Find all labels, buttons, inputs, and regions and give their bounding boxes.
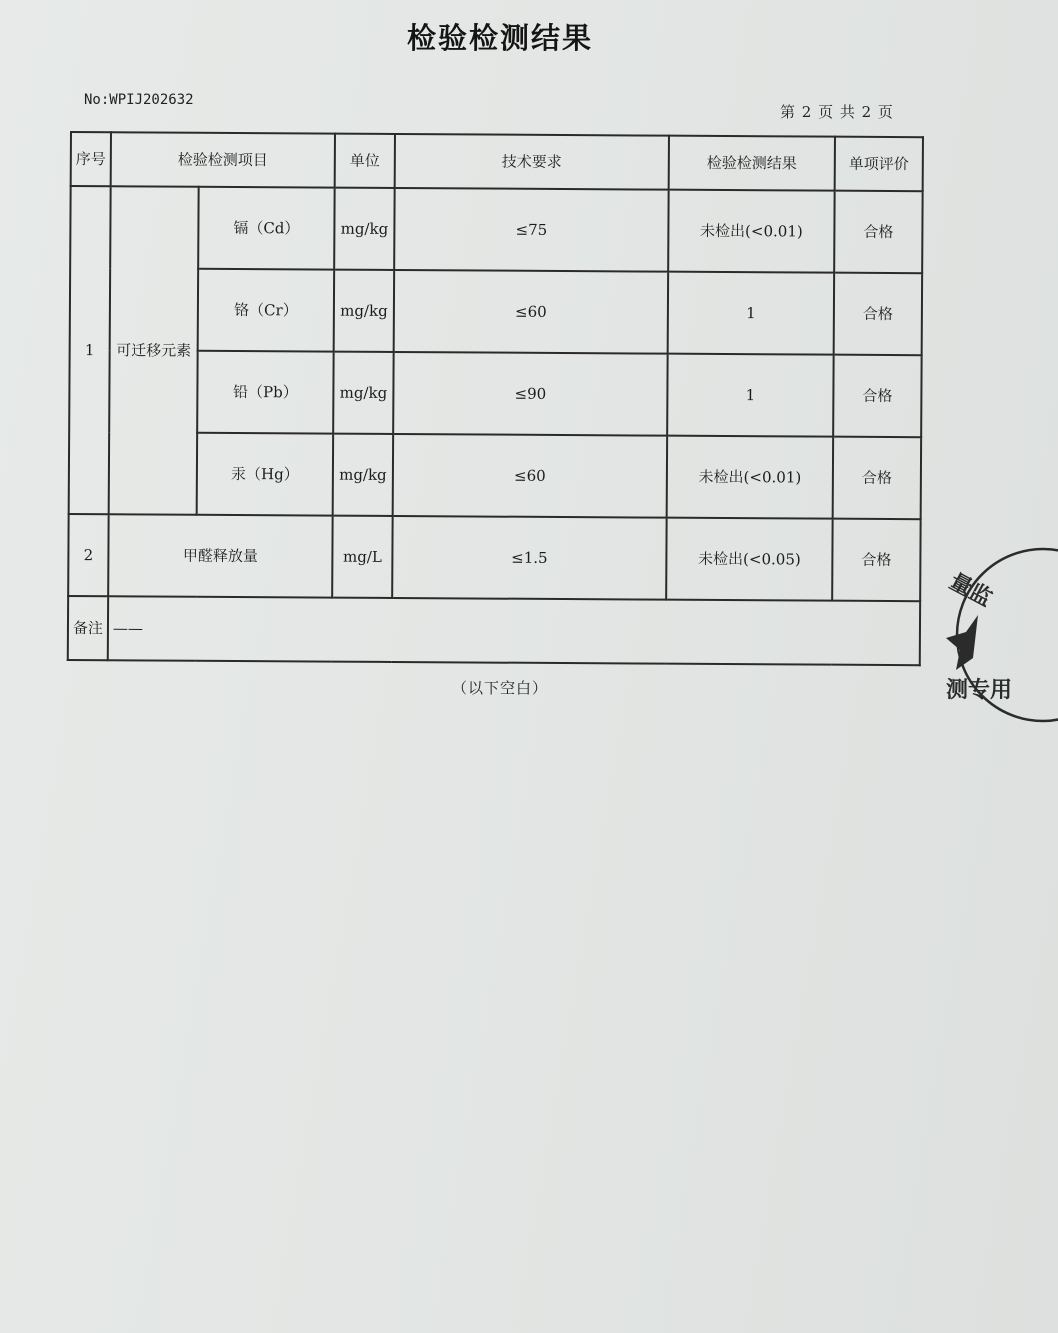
table-header-row bbox=[71, 132, 923, 191]
page-count: 第 2 页 共 2 页 bbox=[780, 103, 894, 121]
requirement-cell: ≤90 bbox=[393, 352, 667, 436]
header-evaluation: 单项评价 bbox=[835, 137, 923, 192]
evaluation-cell: 合格 bbox=[832, 519, 920, 602]
unit-cell: mg/kg bbox=[334, 188, 394, 270]
element-name: 汞（Hg） bbox=[197, 433, 334, 516]
unit-cell: mg/kg bbox=[333, 434, 393, 516]
group1-seq: 1 bbox=[69, 186, 111, 514]
inspection-seal bbox=[938, 540, 1058, 730]
result-cell: 1 bbox=[668, 272, 834, 355]
group1-name: 可迁移元素 bbox=[109, 186, 199, 515]
result-cell: 未检出(<0.05) bbox=[666, 518, 832, 601]
header-item: 检验检测项目 bbox=[111, 132, 335, 187]
report-number: No:WPIJ202632 bbox=[84, 92, 194, 108]
table-row bbox=[68, 514, 921, 601]
evaluation-cell: 合格 bbox=[834, 191, 922, 274]
header-unit: 单位 bbox=[335, 134, 395, 188]
row2-seq: 2 bbox=[68, 514, 109, 596]
remark-label: 备注 bbox=[68, 596, 108, 660]
result-cell: 未检出(<0.01) bbox=[667, 436, 833, 519]
unit-cell: mg/kg bbox=[333, 352, 393, 434]
evaluation-cell: 合格 bbox=[833, 437, 921, 520]
unit-cell: mg/kg bbox=[334, 270, 394, 352]
element-name: 铅（Pb） bbox=[197, 351, 334, 434]
evaluation-cell: 合格 bbox=[833, 355, 921, 438]
header-seq: 序号 bbox=[71, 132, 111, 186]
remark-row bbox=[68, 596, 920, 665]
row2-item: 甲醛释放量 bbox=[108, 514, 333, 597]
seal-top-text: 量监 bbox=[945, 569, 996, 612]
requirement-cell: ≤75 bbox=[394, 188, 668, 272]
table-row bbox=[70, 268, 923, 355]
remark-content: —— bbox=[108, 596, 920, 665]
evaluation-cell: 合格 bbox=[834, 273, 922, 356]
result-cell: 1 bbox=[667, 354, 833, 437]
element-name: 铬（Cr） bbox=[198, 269, 335, 352]
seal-bottom-text: 测专用 bbox=[946, 678, 1013, 703]
table-row bbox=[69, 350, 922, 437]
requirement-cell: ≤1.5 bbox=[392, 516, 666, 600]
blank-note: （以下空白） bbox=[451, 679, 548, 697]
page-title: 检验检测结果 bbox=[406, 21, 593, 55]
star-icon bbox=[946, 615, 978, 670]
header-requirement: 技术要求 bbox=[395, 134, 669, 190]
table-row bbox=[69, 432, 922, 519]
requirement-cell: ≤60 bbox=[394, 270, 668, 354]
table-row bbox=[70, 186, 923, 273]
result-cell: 未检出(<0.01) bbox=[668, 190, 834, 273]
element-name: 镉（Cd） bbox=[198, 187, 335, 270]
header-result: 检验检测结果 bbox=[669, 136, 835, 191]
unit-cell: mg/L bbox=[332, 516, 392, 598]
results-table bbox=[67, 131, 924, 666]
requirement-cell: ≤60 bbox=[393, 434, 667, 518]
